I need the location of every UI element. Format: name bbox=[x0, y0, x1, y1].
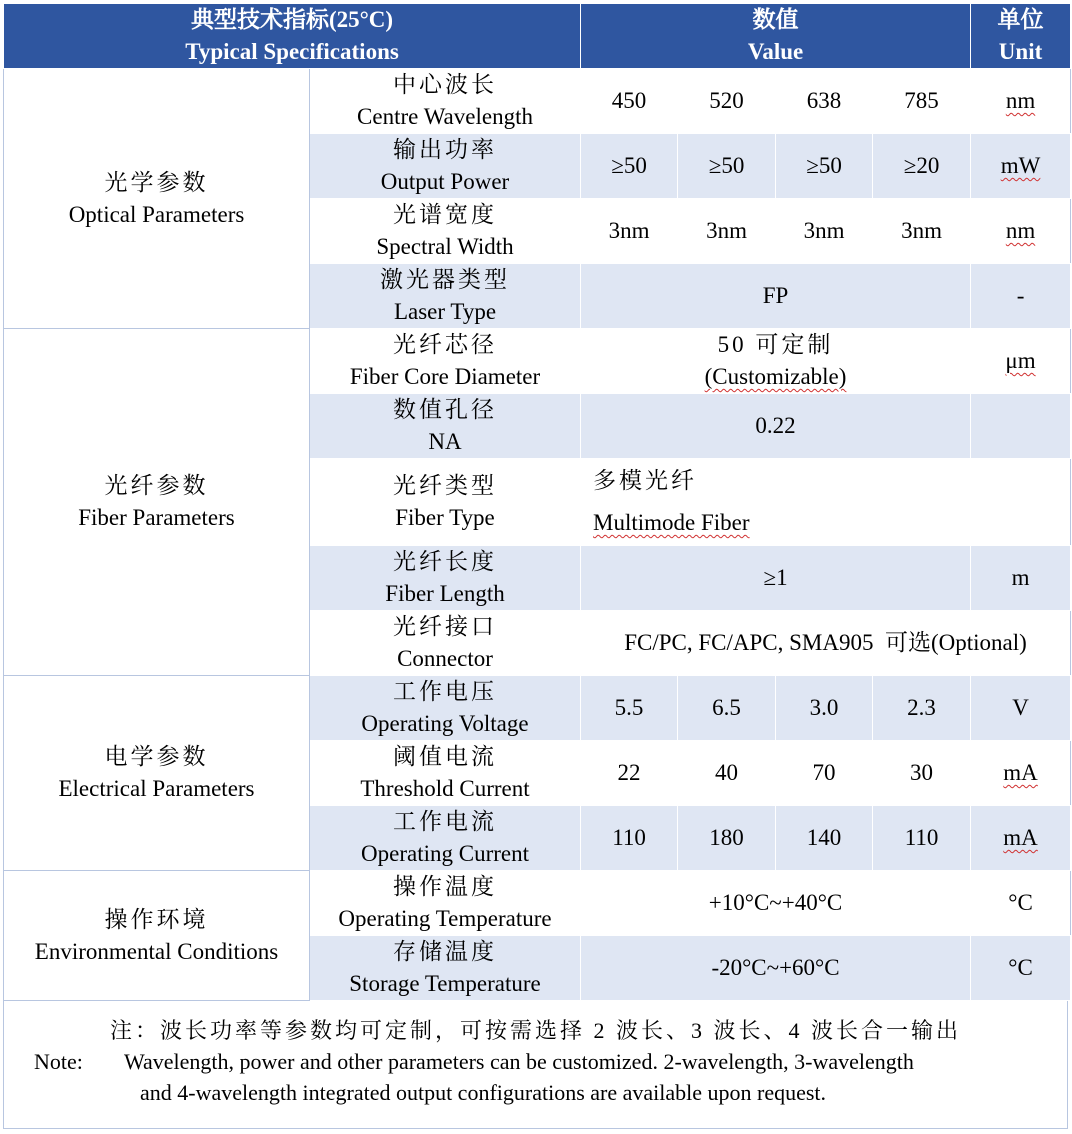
value-cell: 3.0 bbox=[776, 676, 873, 741]
value-cell: ≥50 bbox=[678, 134, 776, 199]
param-label: 中心波长 Centre Wavelength bbox=[310, 69, 581, 134]
value-cell: 638 bbox=[776, 69, 873, 134]
note-label: Note: bbox=[34, 1049, 83, 1074]
param-label: 光纤接口 Connector bbox=[310, 611, 581, 676]
value-cell: 5.5 bbox=[581, 676, 678, 741]
value-cell: 3nm bbox=[678, 199, 776, 264]
value-cell: 450 bbox=[581, 69, 678, 134]
param-label: 光谱宽度 Spectral Width bbox=[310, 199, 581, 264]
unit-cell: mA bbox=[971, 741, 1071, 806]
unit-cell: mW bbox=[971, 134, 1071, 199]
group-electrical: 电学参数 Electrical Parameters bbox=[4, 676, 310, 871]
group-optical: 光学参数 Optical Parameters bbox=[4, 69, 310, 329]
unit-cell: nm bbox=[971, 199, 1071, 264]
value-cell: 785 bbox=[873, 69, 971, 134]
unit-cell: - bbox=[971, 264, 1071, 329]
value-cell: 多模光纤 Multimode Fiber bbox=[581, 459, 1071, 546]
value-cell: 3nm bbox=[581, 199, 678, 264]
row-wavelength bbox=[4, 69, 1071, 134]
value-cell: 140 bbox=[776, 806, 873, 871]
value-cell: 0.22 bbox=[581, 394, 971, 459]
param-label: 输出功率 Output Power bbox=[310, 134, 581, 199]
value-cell: ≥50 bbox=[581, 134, 678, 199]
header-value: 数值 Value bbox=[581, 4, 971, 69]
unit-cell: μm bbox=[971, 329, 1071, 394]
value-cell: 180 bbox=[678, 806, 776, 871]
value-cell: -20°C~+60°C bbox=[581, 936, 971, 1001]
param-label: 存储温度 Storage Temperature bbox=[310, 936, 581, 1001]
value-cell: ≥1 bbox=[581, 546, 971, 611]
unit-cell: °C bbox=[971, 936, 1071, 1001]
value-cell: 110 bbox=[873, 806, 971, 871]
value-cell: 40 bbox=[678, 741, 776, 806]
unit-cell: mA bbox=[971, 806, 1071, 871]
value-cell: +10°C~+40°C bbox=[581, 871, 971, 936]
value-cell: 6.5 bbox=[678, 676, 776, 741]
value-cell: ≥20 bbox=[873, 134, 971, 199]
unit-cell bbox=[971, 394, 1071, 459]
param-label: 阈值电流 Threshold Current bbox=[310, 741, 581, 806]
value-cell: 3nm bbox=[776, 199, 873, 264]
value-cell: FP bbox=[581, 264, 971, 329]
value-cell: ≥50 bbox=[776, 134, 873, 199]
unit-cell: °C bbox=[971, 871, 1071, 936]
value-cell: 2.3 bbox=[873, 676, 971, 741]
row-voltage bbox=[4, 676, 1071, 741]
param-label: 工作电压 Operating Voltage bbox=[310, 676, 581, 741]
header-unit: 单位 Unit bbox=[971, 4, 1071, 69]
unit-cell: m bbox=[971, 546, 1071, 611]
unit-cell: nm bbox=[971, 69, 1071, 134]
row-core-diameter bbox=[4, 329, 1071, 394]
value-cell: 50 可定制 (Customizable) bbox=[581, 329, 971, 394]
row-operating-temperature bbox=[4, 871, 1071, 936]
param-label: 光纤长度 Fiber Length bbox=[310, 546, 581, 611]
header-spec: 典型技术指标(25°C) Typical Specifications bbox=[4, 4, 581, 69]
spec-table bbox=[3, 3, 1071, 1001]
param-label: 工作电流 Operating Current bbox=[310, 806, 581, 871]
note-cn: 注：波长功率等参数均可定制，可按需选择 2 波长、3 波长、4 波长合一输出 bbox=[109, 1018, 961, 1043]
value-cell: 70 bbox=[776, 741, 873, 806]
value-cell: 3nm bbox=[873, 199, 971, 264]
value-cell: 110 bbox=[581, 806, 678, 871]
note-en-line-1: Note: Wavelength, power and other parameters can be customized. 2-wavelength, 3-wavelength bbox=[4, 1046, 1067, 1077]
group-environmental: 操作环境 Environmental Conditions bbox=[4, 871, 310, 1001]
value-cell: 30 bbox=[873, 741, 971, 806]
note-en-line-2: and 4-wavelength integrated output configurations are available upon request. bbox=[140, 1080, 827, 1105]
param-label: 光纤芯径 Fiber Core Diameter bbox=[310, 329, 581, 394]
group-fiber: 光纤参数 Fiber Parameters bbox=[4, 329, 310, 676]
header-row bbox=[4, 4, 1071, 69]
param-label: 数值孔径 NA bbox=[310, 394, 581, 459]
note-block bbox=[3, 1001, 1068, 1129]
spec-sheet bbox=[3, 3, 1070, 1129]
unit-cell: V bbox=[971, 676, 1071, 741]
param-label: 激光器类型 Laser Type bbox=[310, 264, 581, 329]
value-cell: FC/PC, FC/APC, SMA905 可选(Optional) bbox=[581, 611, 1071, 676]
param-label: 操作温度 Operating Temperature bbox=[310, 871, 581, 936]
value-cell: 22 bbox=[581, 741, 678, 806]
value-cell: 520 bbox=[678, 69, 776, 134]
param-label: 光纤类型 Fiber Type bbox=[310, 459, 581, 546]
